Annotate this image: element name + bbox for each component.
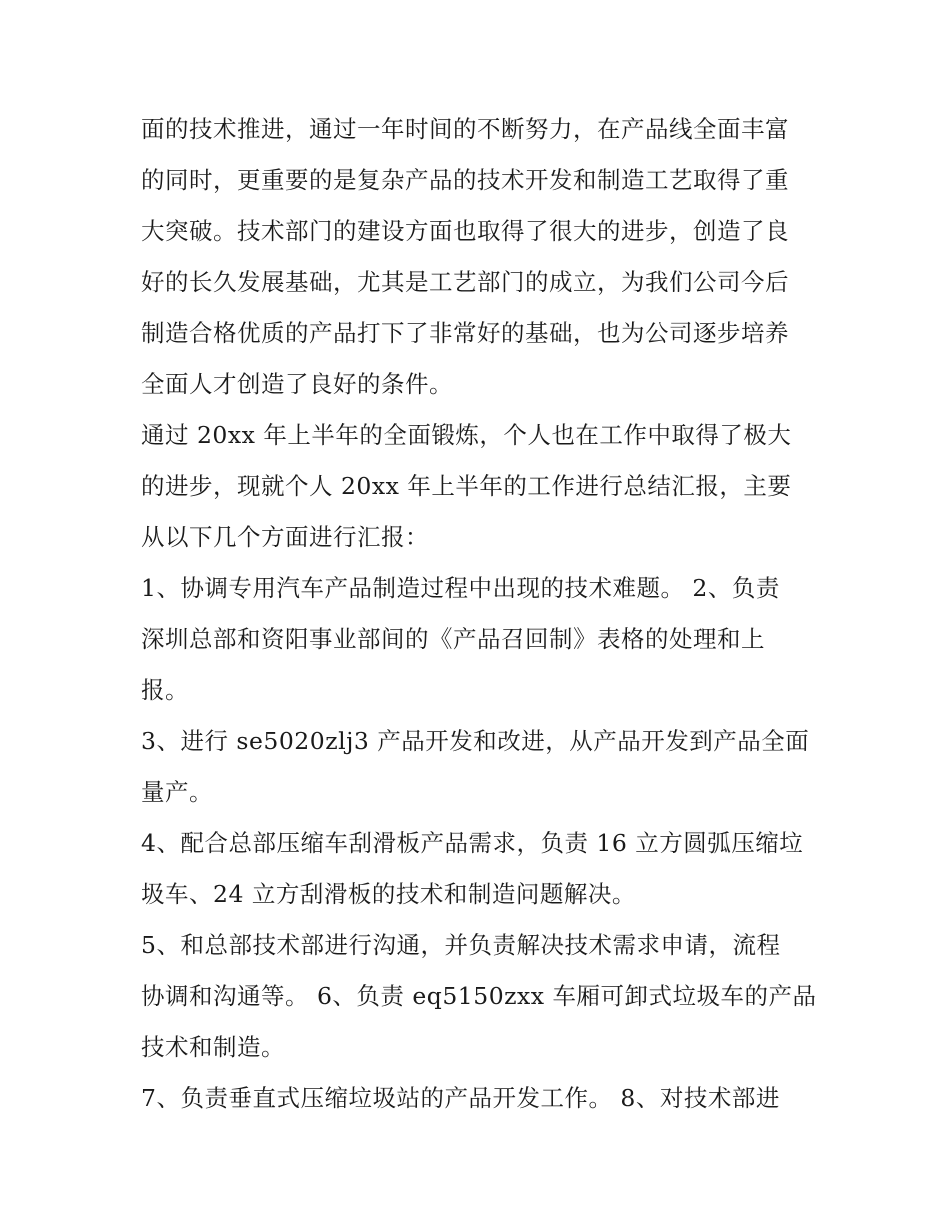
text-line: 从以下几个方面进行汇报：	[141, 523, 429, 551]
text-line: 1、协调专用汽车产品制造过程中出现的技术难题。 2、负责	[141, 574, 780, 602]
list-item-5-6	[141, 920, 817, 1073]
text-line: 通过 20xx 年上半年的全面锻炼，个人也在工作中取得了极大	[141, 421, 792, 449]
text-line: 量产。	[141, 778, 213, 806]
list-item-4	[141, 818, 813, 920]
text-line: 3、进行 se5020zlj3 产品开发和改进，从产品开发到产品全面	[141, 727, 810, 755]
text-line: 制造合格优质的产品打下了非常好的基础，也为公司逐步培养	[141, 319, 789, 347]
text-line: 深圳总部和资阳事业部间的《产品召回制》表格的处理和上	[141, 625, 765, 653]
text-line: 7、负责垂直式压缩垃圾站的产品开发工作。 8、对技术部进	[141, 1084, 780, 1112]
text-line: 技术和制造。	[141, 1033, 285, 1061]
list-item-1-2	[141, 563, 813, 716]
document-page	[141, 104, 817, 1124]
text-line: 4、配合总部压缩车刮滑板产品需求，负责 16 立方圆弧压缩垃	[141, 829, 804, 857]
text-line: 5、和总部技术部进行沟通，并负责解决技术需求申请，流程	[141, 931, 781, 959]
paragraph-summary	[141, 410, 813, 563]
list-item-3	[141, 716, 813, 818]
text-line: 报。	[141, 676, 189, 704]
text-line: 全面人才创造了良好的条件。	[141, 370, 453, 398]
list-item-7-8	[141, 1073, 813, 1124]
text-line: 协调和沟通等。 6、负责 eq5150zxx 车厢可卸式垃圾车的产品	[141, 982, 817, 1010]
text-line: 的同时，更重要的是复杂产品的技术开发和制造工艺取得了重	[141, 166, 789, 194]
text-line: 大突破。技术部门的建设方面也取得了很大的进步，创造了良	[141, 217, 789, 245]
text-line: 的进步，现就个人 20xx 年上半年的工作进行总结汇报，主要	[141, 472, 792, 500]
paragraph-intro	[141, 104, 813, 410]
text-line: 圾车、24 立方刮滑板的技术和制造问题解决。	[141, 880, 636, 908]
text-line: 面的技术推进，通过一年时间的不断努力，在产品线全面丰富	[141, 115, 789, 143]
text-line: 好的长久发展基础，尤其是工艺部门的成立，为我们公司今后	[141, 268, 789, 296]
